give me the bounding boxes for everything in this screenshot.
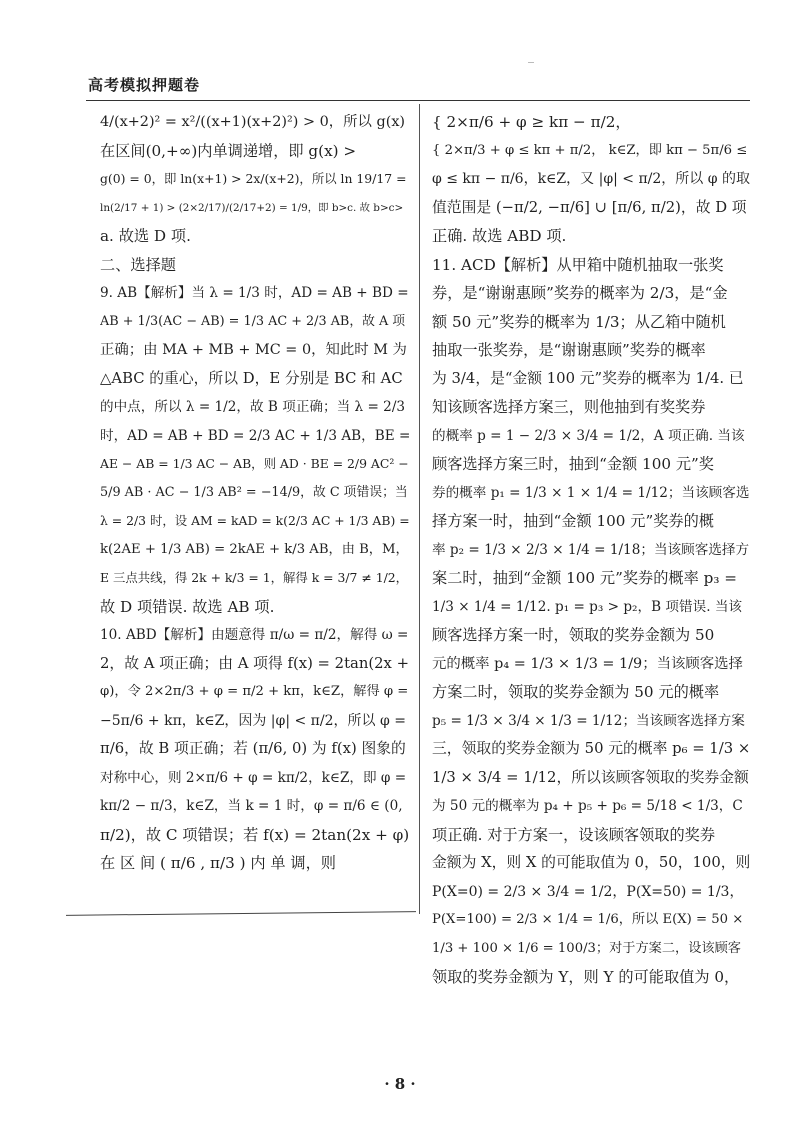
text-line: 金额为 X，则 X 的可能取值为 0，50，100，则 xyxy=(432,854,750,871)
right-column xyxy=(432,108,750,992)
text-line: 在 区 间 ( π/6 , π/3 ) 内 单 调，则 xyxy=(100,854,336,872)
text-line: 抽取一张奖券，是“谢谢惠顾”奖券的概率 xyxy=(432,341,706,359)
text-line: 对称中心，则 2×π/6 + φ = kπ/2，k∈Z，即 φ = xyxy=(100,769,407,786)
text-line: π/2)，故 C 项错误；若 f(x) = 2tan(2x + φ) xyxy=(100,825,410,844)
text-line: g(0) = 0，即 ln(x+1) > 2x/(x+2)，所以 ln 19/17 = xyxy=(100,171,407,186)
text-line: p₅ = 1/3 × 3/4 × 1/3 = 1/12；当该顾客选择方案 xyxy=(432,712,745,729)
text-line: 券，是“谢谢惠顾”奖券的概率为 2/3，是“金 xyxy=(432,284,728,302)
text-line: 率 p₂ = 1/3 × 2/3 × 1/4 = 1/18；当该顾客选择方 xyxy=(432,541,750,558)
text-line: 为 3/4，是“金额 100 元”奖券的概率为 1/4. 已 xyxy=(432,369,744,387)
text-line: 择方案一时，抽到“金额 100 元”奖券的概 xyxy=(432,512,714,530)
text-line: 在区间(0,+∞)内单调递增，即 g(x) > xyxy=(100,141,357,160)
scan-mark xyxy=(528,62,534,63)
text-line: P(X=100) = 2/3 × 1/4 = 1/6，所以 E(X) = 50 × xyxy=(432,912,744,927)
text-line: 4/(x+2)² = x²/((x+1)(x+2)²) > 0，所以 g(x) xyxy=(100,114,406,130)
text-line: 1/3 × 1/4 = 1/12. p₁ = p₃ > p₂，B 项错误. 当该 xyxy=(432,598,743,615)
text-line: φ)，令 2×2π/3 + φ = π/2 + kπ，k∈Z，解得 φ = xyxy=(100,684,409,699)
text-line: 正确；由 MA + MB + MC = 0，知此时 M 为 xyxy=(100,342,407,358)
text-line: 10. ABD【解析】由题意得 π/ω = π/2，解得 ω = xyxy=(100,627,409,643)
text-line: 2，故 A 项正确；由 A 项得 f(x) = 2tan(2x + xyxy=(100,654,409,672)
text-line: 5/9 AB · AC − 1/3 AB² = −14/9，故 C 项错误；当 xyxy=(100,484,408,500)
text-line: −5π/6 + kπ，k∈Z，因为 |φ| < π/2，所以 φ = xyxy=(100,712,406,729)
text-line: ln(2/17 + 1) > (2×2/17)/(2/17+2) = 1/9，即 b>c. 故 b>c> xyxy=(100,201,404,214)
text-line: 二、选择题 xyxy=(100,255,176,274)
text-line: 为 50 元的概率为 p₄ + p₅ + p₆ = 5/18 < 1/3，C xyxy=(432,798,743,814)
text-line: 故 D 项错误. 故选 AB 项. xyxy=(100,597,275,616)
text-line: AB + 1/3(AC − AB) = 1/3 AC + 2/3 AB，故 A 项 xyxy=(100,313,406,329)
text-line: △ABC 的重心，所以 D，E 分别是 BC 和 AC xyxy=(100,369,403,387)
left-column xyxy=(100,108,410,878)
column-divider xyxy=(419,104,420,914)
text-line: 1/3 × 3/4 = 1/12，所以该顾客领取的奖券金额 xyxy=(432,768,749,786)
text-line: k(2AE + 1/3 AB) = 2kAE + k/3 AB，由 B，M， xyxy=(100,541,409,557)
text-line: 案二时，抽到“金额 100 元”奖券的概率 p₃ = xyxy=(432,569,737,587)
text-line: 的概率 p = 1 − 2/3 × 3/4 = 1/2，A 项正确. 当该 xyxy=(432,427,745,444)
text-line: 顾客选择方案一时，领取的奖券金额为 50 xyxy=(432,626,715,644)
text-line: 项正确. 对于方案一，设该顾客领取的奖券 xyxy=(432,825,716,844)
text-line: 顾客选择方案三时，抽到“金额 100 元”奖 xyxy=(432,455,714,473)
scan-artifact-line xyxy=(66,911,416,916)
text-line: 时，AD = AB + BD = 2/3 AC + 1/3 AB，BE = xyxy=(100,427,410,444)
text-line: { 2×π/6 + φ ≥ kπ − π/2， xyxy=(432,113,631,131)
text-line: φ ≤ kπ − π/6，k∈Z，又 |φ| < π/2，所以 φ 的取 xyxy=(432,171,750,187)
text-line: E 三点共线，得 2k + k/3 = 1，解得 k = 3/7 ≠ 1/2， xyxy=(100,570,409,585)
text-line: P(X=0) = 2/3 × 3/4 = 1/2，P(X=50) = 1/3， xyxy=(432,883,744,900)
text-line: 知该顾客选择方案三，则他抽到有奖奖券 xyxy=(432,398,706,416)
text-line: kπ/2 − π/3，k∈Z，当 k = 1 时，φ = π/6 ∈ (0, xyxy=(100,798,403,814)
text-line: 元的概率 p₄ = 1/3 × 1/3 = 1/9；当该顾客选择 xyxy=(432,655,743,672)
text-line: λ = 2/3 时，设 AM = kAD = k(2/3 AC + 1/3 AB) = xyxy=(100,513,410,528)
text-line: 三，领取的奖券金额为 50 元的概率 p₆ = 1/3 × xyxy=(432,740,750,757)
text-line: 方案二时，领取的奖券金额为 50 元的概率 xyxy=(432,683,720,701)
text-line: 的中点，所以 λ = 1/2，故 B 项正确；当 λ = 2/3 xyxy=(100,399,406,415)
page-header-title: 高考模拟押题卷 xyxy=(88,76,201,94)
page-number: · 8 · xyxy=(384,1075,416,1093)
text-line: 9. AB【解析】当 λ = 1/3 时，AD = AB + BD = xyxy=(100,285,409,301)
text-line: 额 50 元”奖券的概率为 1/3；从乙箱中随机 xyxy=(432,312,726,331)
text-line: π/6，故 B 项正确；若 (π/6, 0) 为 f(x) 图象的 xyxy=(100,740,406,757)
text-line: 11. ACD【解析】从甲箱中随机抽取一张奖 xyxy=(432,255,724,274)
text-line: 1/3 + 100 × 1/6 = 100/3；对于方案二，设该顾客 xyxy=(432,940,741,956)
text-line: 领取的奖券金额为 Y，则 Y 的可能取值为 0， xyxy=(432,968,740,986)
text-line: 正确. 故选 ABD 项. xyxy=(432,227,567,245)
text-line: a. 故选 D 项. xyxy=(100,227,191,245)
header-rule xyxy=(86,100,750,101)
text-line: AE − AB = 1/3 AC − AB，则 AD · BE = 2/9 AC² − xyxy=(100,456,409,471)
text-line: 券的概率 p₁ = 1/3 × 1 × 1/4 = 1/12；当该顾客选 xyxy=(432,484,750,501)
text-line: 值范围是 (−π/2, −π/6] ∪ [π/6, π/2)，故 D 项 xyxy=(432,198,747,216)
text-line: { 2×π/3 + φ ≤ kπ + π/2， k∈Z，即 kπ − 5π/6 ≤ xyxy=(432,142,748,158)
